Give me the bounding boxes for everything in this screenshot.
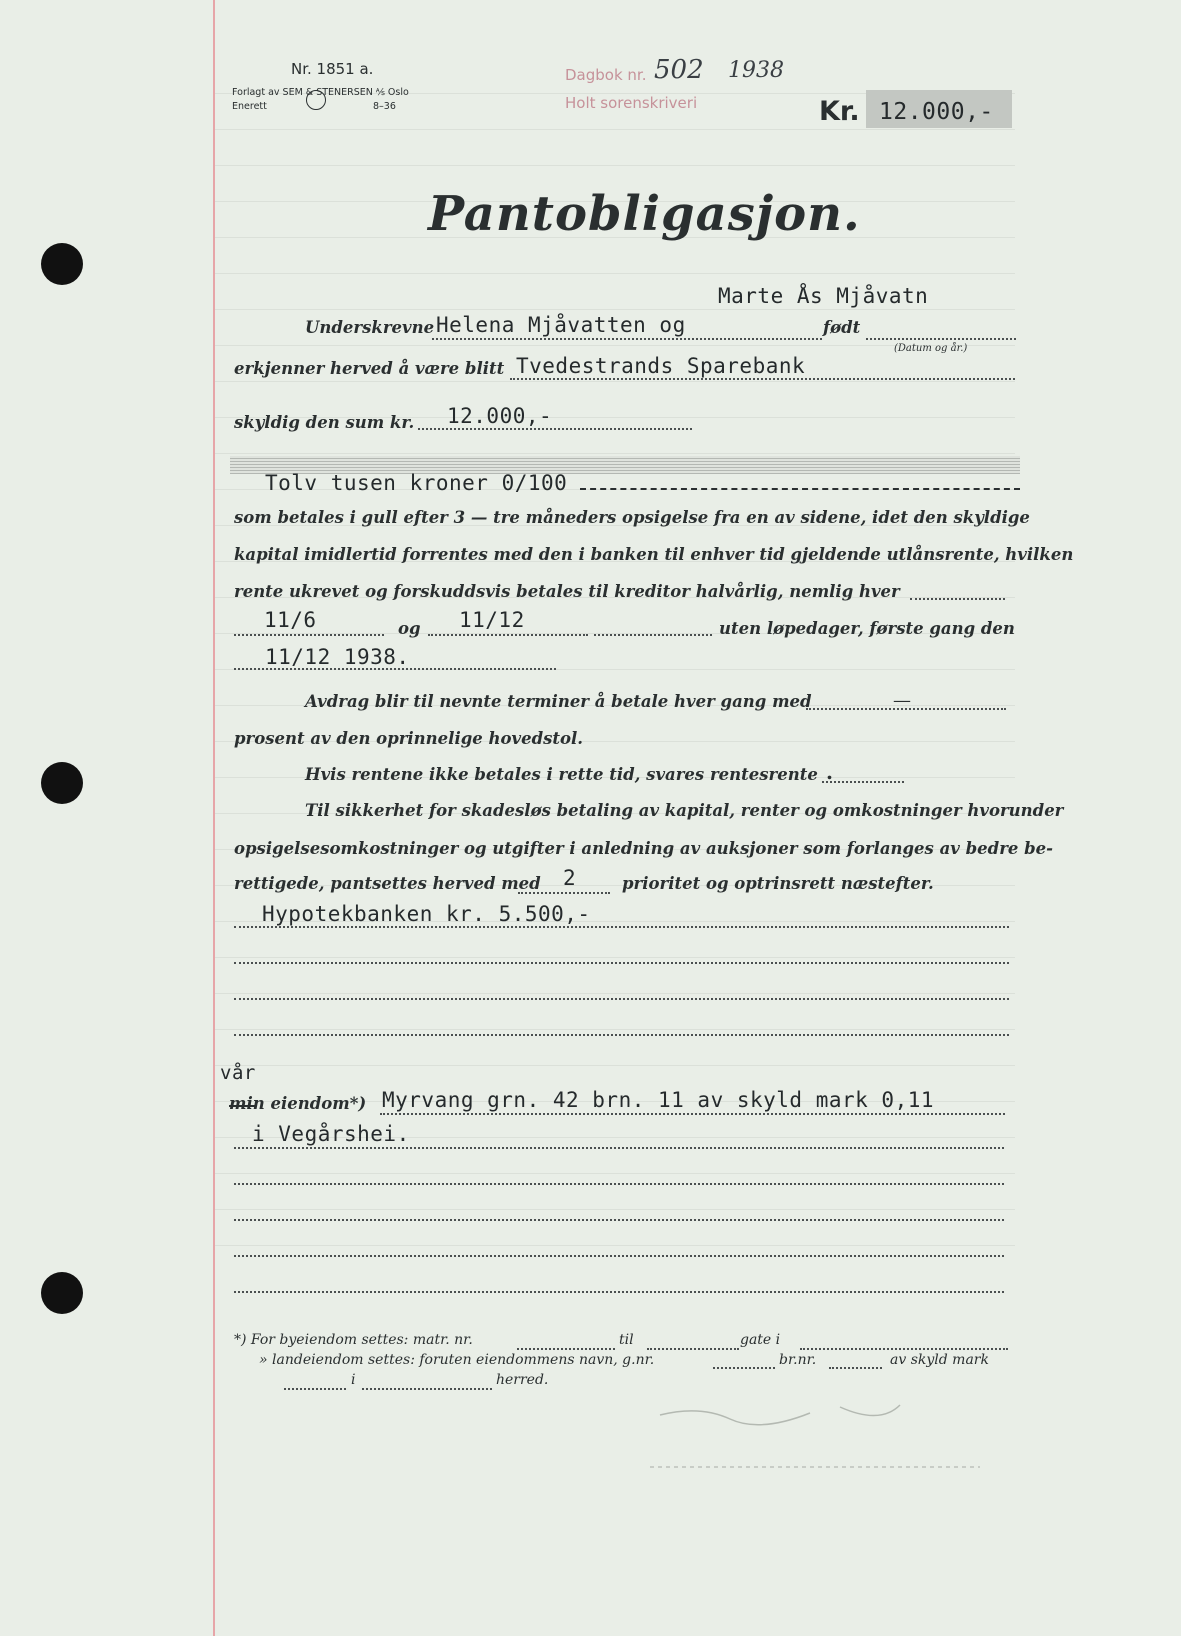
blank-line-1 bbox=[234, 962, 1009, 964]
sum-line bbox=[418, 428, 692, 430]
publisher-logo bbox=[306, 90, 326, 110]
prior-lien-line bbox=[234, 926, 1009, 928]
property-municipality: i Vegårshei. bbox=[252, 1122, 410, 1146]
property-line-1 bbox=[380, 1113, 1005, 1115]
footnote-line-1c: gate i bbox=[740, 1332, 781, 1348]
security-line-3a: rettigede, pantsettes herved med bbox=[234, 874, 541, 893]
publisher-line: Forlagt av SEM & STENERSEN ⅍ Oslo bbox=[232, 87, 409, 98]
form-number: Nr. 1851 a. bbox=[291, 60, 374, 78]
priority-line bbox=[518, 892, 610, 894]
security-line-1: Til sikkerhet for skadesløs betaling av kapital, renter og omkostninger hvorunder bbox=[305, 801, 1064, 820]
debtor-name: Helena Mjåvatten og bbox=[436, 313, 686, 337]
property-line-2 bbox=[234, 1147, 1004, 1149]
creditor-line bbox=[510, 378, 1015, 380]
installment-value: — bbox=[893, 690, 911, 711]
sum-words-dashes bbox=[580, 488, 1020, 490]
binder-hole-top bbox=[41, 243, 83, 285]
footnote-line-2c: av skyld mark bbox=[890, 1352, 989, 1368]
born-line bbox=[866, 338, 1016, 340]
date1-line bbox=[234, 634, 384, 636]
faint-signature-marks bbox=[640, 1395, 1000, 1475]
document-title: Pantobligasjon. bbox=[428, 186, 861, 242]
footnote-fill-2 bbox=[647, 1348, 739, 1350]
first-payment-date: 11/12 1938. bbox=[265, 645, 410, 669]
payment-date-2: 11/12 bbox=[459, 608, 525, 632]
sum-value: 12.000,- bbox=[447, 404, 553, 428]
binder-hole-bottom bbox=[41, 1272, 83, 1314]
debtor-line bbox=[432, 338, 822, 340]
security-line-2: opsigelsesomkostninger og utgifter i anledning av auksjoner som forlanges av bedre be- bbox=[234, 839, 1054, 858]
footnote-line-2b: br.nr. bbox=[779, 1352, 817, 1368]
terms-line-3-fill bbox=[910, 598, 1005, 600]
blank-line-3 bbox=[234, 1034, 1009, 1036]
footnote-fill-6 bbox=[284, 1388, 346, 1390]
footnote-line-3b: herred. bbox=[496, 1372, 549, 1388]
sum-label: skyldig den sum kr. bbox=[234, 413, 415, 432]
terms-line-1: som betales i gull efter 3 — tre måneders opsigelse fra en av sidene, idet den skyldige bbox=[234, 508, 1030, 527]
journal-stamp-number: 502 bbox=[654, 55, 704, 85]
footnote-line-3a: i bbox=[351, 1372, 356, 1388]
blank-line-6 bbox=[234, 1255, 1004, 1257]
born-label: født bbox=[823, 318, 861, 337]
sum-in-words: Tolv tusen kroner 0/100 bbox=[265, 471, 568, 495]
footnote-line-1a: *) For byeiendom settes: matr. nr. bbox=[234, 1332, 473, 1348]
creditor-label: erkjenner herved å være blitt bbox=[234, 359, 505, 378]
property-correction: vår bbox=[220, 1062, 256, 1084]
terms-og: og bbox=[398, 619, 421, 638]
debtor-name-added: Marte Ås Mjåvatn bbox=[718, 284, 929, 308]
payment-date-1: 11/6 bbox=[264, 608, 317, 632]
interest-label: Hvis rentene ikke betales i rette tid, svares rentesrente bbox=[305, 765, 818, 784]
interest-value: . bbox=[826, 760, 833, 784]
amount-label: Kr. bbox=[819, 96, 860, 127]
born-hint: (Datum og år.) bbox=[894, 343, 968, 354]
footnote-fill-5 bbox=[829, 1367, 882, 1369]
terms-line-4: uten løpedager, første gang den bbox=[719, 619, 1015, 638]
footnote-fill-7 bbox=[362, 1388, 492, 1390]
blank-line-2 bbox=[234, 998, 1009, 1000]
amount-value: 12.000,- bbox=[879, 99, 994, 125]
footnote-line-2: » landeiendom settes: foruten eiendommens navn, g.nr. bbox=[259, 1352, 655, 1368]
terms-line-3: rente ukrevet og forskuddsvis betales til kreditor halvårlig, nemlig hver bbox=[234, 582, 900, 601]
blank-line-5 bbox=[234, 1219, 1004, 1221]
prior-lien: Hypotekbanken kr. 5.500,- bbox=[262, 902, 591, 926]
footnote-fill-4 bbox=[713, 1367, 775, 1369]
interest-line bbox=[822, 781, 904, 783]
installment-tail: prosent av den oprinnelige hovedstol. bbox=[234, 729, 584, 748]
footnote-fill-3 bbox=[800, 1348, 1008, 1350]
footnote-fill-1 bbox=[517, 1348, 615, 1350]
property-description: Myrvang grn. 42 brn. 11 av skyld mark 0,11 bbox=[382, 1088, 935, 1112]
terms-line-2: kapital imidlertid forrentes med den i banken til enhver tid gjeldende utlånsrente, hvilken bbox=[234, 545, 1074, 564]
terms-line-4-fill bbox=[594, 634, 712, 636]
blank-line-7 bbox=[234, 1291, 1004, 1293]
debtor-label: Underskrevne bbox=[305, 318, 435, 337]
priority-number: 2 bbox=[563, 866, 577, 890]
journal-stamp-year: 1938 bbox=[728, 58, 784, 83]
binder-hole-middle bbox=[41, 762, 83, 804]
publisher-enerett: Enerett bbox=[232, 101, 267, 112]
creditor-name: Tvedestrands Sparebank bbox=[516, 354, 806, 378]
journal-stamp-label: Dagbok nr. bbox=[565, 66, 647, 84]
security-line-3b: prioritet og optrinsrett næstefter. bbox=[622, 874, 934, 893]
blank-line-4 bbox=[234, 1183, 1004, 1185]
property-label: min eiendom*) bbox=[229, 1094, 367, 1113]
publisher-date: 8–36 bbox=[373, 101, 396, 112]
footnote-line-1b: til bbox=[619, 1332, 634, 1348]
journal-stamp-office: Holt sorenskriveri bbox=[565, 94, 698, 112]
installment-label: Avdrag blir til nevnte terminer å betale hver gang med bbox=[305, 692, 812, 711]
date2-line bbox=[428, 634, 588, 636]
